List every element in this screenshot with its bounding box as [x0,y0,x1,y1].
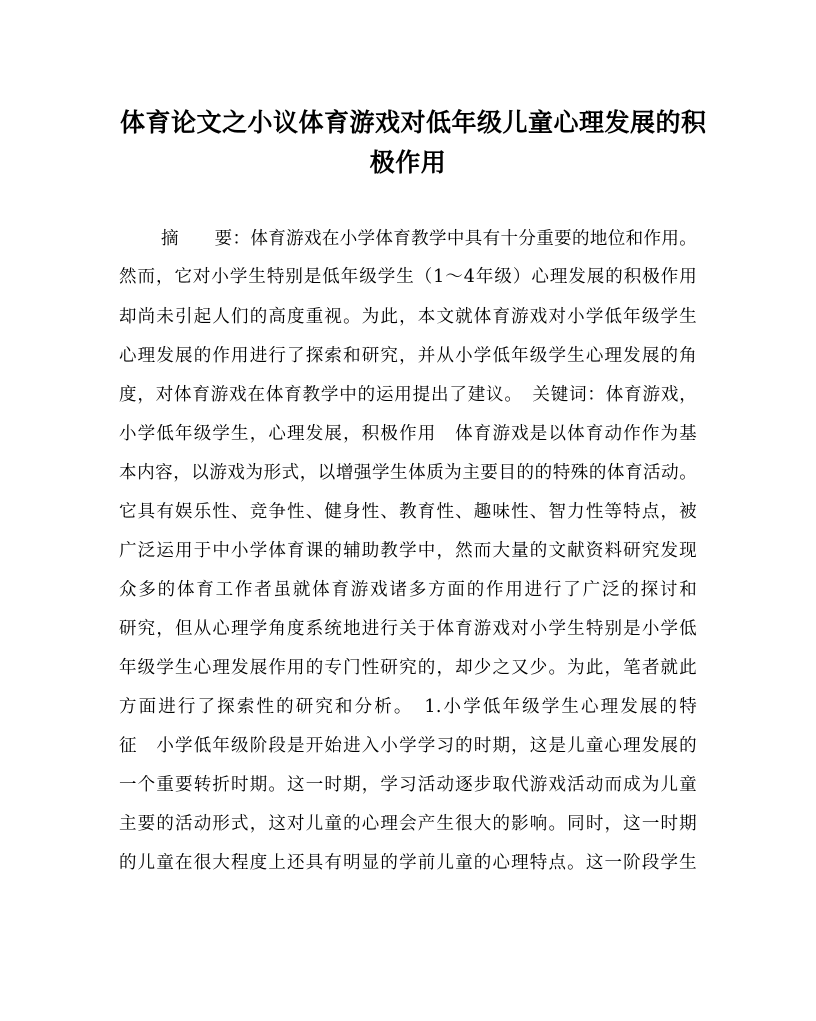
title-line: 极作用 [369,148,447,177]
body-text-line: 一个重要转折时期。这一时期，学习活动逐步取代游戏活动而成为儿童 [119,775,697,795]
body-text-line: 小学低年级学生，心理发展，积极作用 体育游戏是以体育动作作为基 [119,424,697,444]
body-text-line: 主要的活动形式，这对儿童的心理会产生很大的影响。同时，这一时期 [119,814,697,834]
body-text-line: 度，对体育游戏在体育教学中的运用提出了建议。 关键词：体育游戏， [119,385,697,405]
body-text-line: 征 小学低年级阶段是开始进入小学学习的时期，这是儿童心理发展的 [119,736,697,756]
body-text-line: 本内容，以游戏为形式，以增强学生体质为主要目的的特殊的体育活动。 [119,463,697,483]
document-title [120,103,707,183]
title-line: 体育论文之小议体育游戏对低年级儿童心理发展的积 [120,108,707,137]
body-text-line: 年级学生心理发展作用的专门性研究的，却少之又少。为此，笔者就此 [119,658,697,678]
body-text-line: 它具有娱乐性、竞争性、健身性、教育性、趣味性、智力性等特点，被 [119,502,697,522]
body-text-line: 方面进行了探索性的研究和分析。 1.小学低年级学生心理发展的特 [119,697,697,717]
body-text-line: 的儿童在很大程度上还具有明显的学前儿童的心理特点。这一阶段学生 [119,853,697,873]
body-text-line: 众多的体育工作者虽就体育游戏诸多方面的作用进行了广泛的探讨和 [119,580,697,600]
body-text-line: 研究，但从心理学角度系统地进行关于体育游戏对小学生特别是小学低 [119,619,697,639]
body-text-line: 摘 要：体育游戏在小学体育教学中具有十分重要的地位和作用。 [161,229,697,249]
body-text-line: 然而，它对小学生特别是低年级学生（1～4年级）心理发展的积极作用 [119,267,697,287]
body-text-line: 广泛运用于中小学体育课的辅助教学中，然而大量的文献资料研究发现 [119,541,697,561]
body-text-line: 心理发展的作用进行了探索和研究，并从小学低年级学生心理发展的角 [119,346,697,366]
body-text-line: 却尚未引起人们的高度重视。为此，本文就体育游戏对小学低年级学生 [119,307,697,327]
